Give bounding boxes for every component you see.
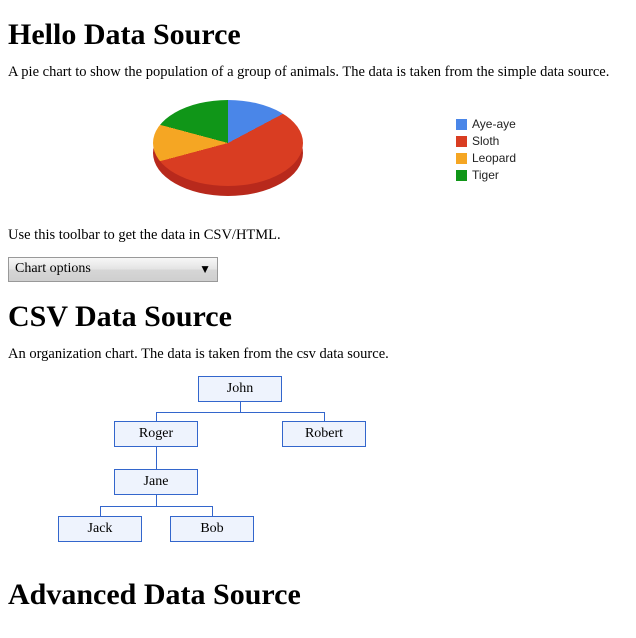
chart-options-label: Chart options: [15, 261, 91, 277]
org-node-label: Jane: [143, 473, 169, 489]
legend-item[interactable]: [456, 167, 516, 184]
org-node-bob[interactable]: [170, 516, 254, 542]
chevron-down-icon: ▼: [199, 262, 211, 277]
org-node-label: Jack: [87, 520, 113, 536]
legend-swatch-icon: [456, 119, 467, 130]
legend-swatch-icon: [456, 170, 467, 181]
legend-item[interactable]: [456, 150, 516, 167]
legend-item-label: Sloth: [472, 134, 500, 149]
org-node-jack[interactable]: [58, 516, 142, 542]
org-edge: [100, 506, 101, 516]
chart-options-dropdown[interactable]: [8, 257, 218, 282]
org-node-label: Roger: [138, 425, 174, 441]
org-node-roger[interactable]: [114, 421, 198, 447]
org-chart: [8, 376, 628, 556]
org-node-label: John: [226, 380, 254, 396]
org-node-label: Bob: [200, 520, 224, 536]
org-node-john[interactable]: [198, 376, 282, 402]
pie-chart-surface: [153, 100, 303, 186]
org-node-robert[interactable]: [282, 421, 366, 447]
org-edge: [156, 495, 157, 506]
org-edge: [156, 447, 157, 469]
legend-item[interactable]: [456, 133, 516, 150]
org-edge: [324, 412, 325, 421]
pie-chart-block: [8, 96, 628, 216]
legend-item[interactable]: [456, 116, 516, 133]
toolbar-description: Use this toolbar to get the data in CSV/HTML.: [8, 226, 281, 243]
legend-item-label: Tiger: [472, 168, 499, 183]
pie-chart-legend: [456, 116, 516, 184]
page-title-hello: Hello Data Source: [8, 18, 241, 51]
org-edge: [240, 402, 241, 412]
org-edge: [212, 506, 213, 516]
legend-swatch-icon: [456, 153, 467, 164]
org-node-label: Robert: [304, 425, 344, 441]
org-edge: [156, 412, 324, 413]
org-node-jane[interactable]: [114, 469, 198, 495]
org-edge: [156, 412, 157, 421]
pie-chart[interactable]: [153, 96, 313, 206]
org-edge: [100, 506, 212, 507]
legend-swatch-icon: [456, 136, 467, 147]
csv-description: An organization chart. The data is taken from the csv data source.: [8, 345, 389, 362]
page-title-csv: CSV Data Source: [8, 299, 232, 333]
hello-description: A pie chart to show the population of a group of animals. The data is taken from the simple data source.: [8, 64, 610, 80]
page-title-advanced: Advanced Data Source: [8, 577, 301, 611]
legend-item-label: Aye-aye: [472, 117, 516, 132]
legend-item-label: Leopard: [472, 151, 517, 166]
